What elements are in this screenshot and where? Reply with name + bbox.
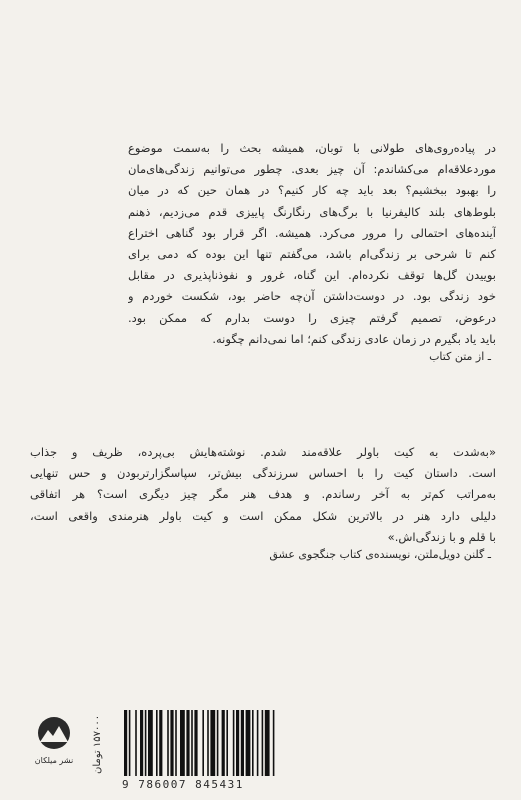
- barcode-bar: [170, 710, 173, 776]
- excerpt-line: کنم تا شرحی بر زندگی‌ام باشد، می‌گفتم تنها این بوده که دمی برای: [128, 247, 496, 262]
- barcode-bar: [124, 710, 127, 776]
- barcode-bar: [265, 710, 270, 776]
- barcode-bars: [122, 710, 342, 776]
- barcode-bar: [202, 710, 204, 776]
- barcode-bar: [135, 710, 137, 776]
- excerpt-line: در پیاده‌روی‌های طولانی با توبان، همیشه بحث را به‌سمت موضوع: [128, 141, 496, 155]
- barcode-bar: [167, 710, 169, 776]
- barcode-bar: [236, 710, 239, 776]
- excerpt-line: خود زندگی بود. در دوست‌داشتن آن‌چه حاضر بود، شکست خوردم و: [128, 289, 496, 304]
- barcode-bar: [222, 710, 225, 776]
- publisher-name: نشر میلکان: [34, 756, 74, 765]
- excerpt-line: بوییدن گل‌ها توقف نکرده‌ام. این گناه، غرور و نفوذناپذیری در مقابل: [128, 268, 496, 283]
- barcode-bar: [217, 710, 219, 776]
- excerpt-line: آینده‌های احتمالی را مرور می‌کرد. همیشه. اگر قرار بود گناهی اختراع: [128, 225, 496, 240]
- barcode-bar: [257, 710, 259, 776]
- barcode-bar: [233, 710, 235, 776]
- barcode-bar: [273, 710, 275, 776]
- barcode-bar: [241, 710, 244, 776]
- barcode-bar: [148, 710, 153, 776]
- barcode-bar: [246, 710, 251, 776]
- barcode-bar: [226, 710, 228, 776]
- excerpt-line: موردعلاقه‌ام می‌کشاندم: آن چیز بعدی. چطور می‌توانیم زندگی‌های‌مان: [128, 162, 496, 177]
- barcode-area: [88, 704, 358, 796]
- excerpt-line: بلوط‌های بلند کالیفرنیا با برگ‌های رنگارنگ پاییزی قدم می‌زدیم، ذهنم: [128, 204, 496, 219]
- quote-attribution: ـ گلنن دویل‌ملتن، نویسنده‌ی کتاب جنگجوی عشق: [269, 548, 491, 561]
- price-label: ۱۵۷۰۰۰ تومان: [92, 714, 103, 774]
- barcode-bar: [186, 710, 189, 776]
- excerpt-line: باید یاد بگیرم در زمان عادی زندگی کنم؛ اما نمی‌دانم چگونه.: [212, 331, 496, 346]
- barcode-bar: [129, 710, 131, 776]
- barcode-bar: [210, 710, 215, 776]
- excerpt-line: درعوض، تصمیم گرفتم چیزی را دوست بدارم که ممکن بود.: [128, 310, 496, 325]
- barcode-bar: [194, 710, 197, 776]
- quote-line: است. داستان کیت را با احساس سرزندگی بیش‌تر، سپاسگزارتربودن و حس تنهایی: [30, 466, 496, 481]
- isbn-number: 9 786007 845431: [122, 778, 244, 791]
- barcode-bar: [156, 710, 158, 776]
- barcode-bar: [145, 710, 147, 776]
- barcode-bar: [175, 710, 177, 776]
- quote-line: با قلم و با زندگی‌اش.»: [387, 529, 496, 544]
- barcode-bar: [140, 710, 143, 776]
- barcode-bar: [252, 710, 254, 776]
- publisher-logo: [34, 716, 74, 765]
- quote-line: «به‌شدت به کیت باولر علاقه‌مند شدم. نوشته‌هایش بی‌پرده، ظریف و جذاب: [30, 445, 496, 459]
- barcode-bar: [262, 710, 264, 776]
- excerpt-attribution: ـ از متن کتاب: [429, 350, 491, 363]
- barcode-bar: [191, 710, 193, 776]
- review-quote: [30, 442, 496, 548]
- mountains-logo-icon: [34, 716, 74, 750]
- quote-line: دلیلی دارد هنر در بالاترین شکل ممکن است و کیت باولر هنرمندی واقعی است،: [30, 508, 496, 523]
- barcode-bar: [159, 710, 162, 776]
- barcode-bar: [207, 710, 209, 776]
- quote-line: به‌مراتب کم‌تر به آخر رساندم. و هدف هنر مگر چیز دیگری است؟ هر اتفاقی: [30, 487, 496, 502]
- excerpt-line: را بهبود ببخشیم؟ بعد باید چه کار کنیم؟ در همان حین که در میان: [128, 183, 496, 198]
- excerpt-block: [128, 138, 496, 350]
- barcode-bar: [180, 710, 185, 776]
